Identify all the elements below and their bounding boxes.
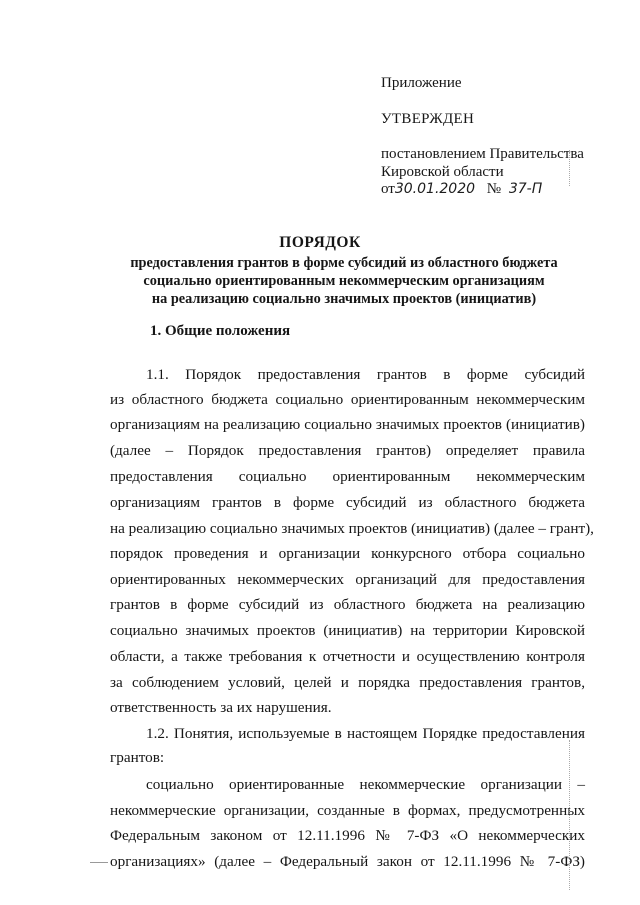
subtitle-line-2: социально ориентированным некоммерческим организациям (143, 273, 545, 289)
handwritten-number: 37-П (508, 181, 543, 197)
from-prefix: от (381, 181, 395, 197)
para-1-1-line: (далее – Порядок предоставления грантов) определяет правила (110, 442, 585, 459)
scan-artifact (569, 150, 570, 186)
para-1-1-line: ответственность за их нарушения. (110, 699, 332, 716)
decree-date-line (381, 181, 542, 198)
section-1-heading: 1. Общие положения (150, 323, 291, 339)
handwritten-date: 30.01.2020 (394, 181, 476, 197)
definition-line: организациях» (далее – Федеральный закон от 12.11.1996 № 7-ФЗ) (110, 853, 585, 870)
scan-artifact (90, 862, 108, 863)
document-title: ПОРЯДОК (279, 234, 361, 251)
para-1-1-line: из областного бюджета социально ориентированным некоммерческим (110, 391, 585, 408)
decree-line-1: постановлением Правительства (381, 146, 584, 162)
appendix-label: Приложение (381, 75, 462, 91)
definition-line: некоммерческие организации, созданные в формах, предусмотренных (110, 802, 585, 819)
para-1-1-line: предоставления социально ориентированным некоммерческим (110, 468, 585, 485)
decree-line-2: Кировской области (381, 164, 504, 180)
definition-line: Федеральным законом от 12.11.1996 № 7-ФЗ «О некоммерческих (110, 827, 585, 844)
para-1-1-line: ориентированных некоммерческих организаций для предоставления (110, 571, 585, 588)
para-1-1-line: 1.1. Порядок предоставления грантов в форме субсидий (146, 366, 585, 383)
para-1-2-line: грантов: (110, 749, 165, 766)
para-1-1-line: социально значимых проектов (инициатив) на территории Кировской (110, 622, 585, 639)
number-prefix: № (486, 181, 502, 197)
para-1-1-line: организациям на реализацию социально значимых проектов (инициатив) (110, 416, 585, 433)
para-1-1-line: грантов в форме субсидий из областного бюджета на реализацию (110, 596, 585, 613)
para-1-1-line: организациям грантов в форме субсидий из областного бюджета (110, 494, 585, 511)
approved-label: УТВЕРЖДЕН (381, 111, 475, 127)
definition-line: социально ориентированные некоммерческие организации – (146, 776, 585, 793)
subtitle-line-1: предоставления грантов в форме субсидий из областного бюджета (130, 255, 558, 271)
para-1-1-line: на реализацию социально значимых проектов (инициатив) (далее – грант), (110, 520, 594, 537)
para-1-1-line: порядок проведения и организации конкурсного отбора социально (110, 545, 585, 562)
subtitle-line-3: на реализацию социально значимых проектов (инициатив) (151, 291, 537, 307)
para-1-1-line: области, а также требования к отчетности и осуществлению контроля (110, 648, 585, 665)
para-1-2-line: 1.2. Понятия, используемые в настоящем Порядке предоставления (146, 725, 585, 742)
para-1-1-line: за соблюдением условий, целей и порядка предоставления грантов, (110, 674, 585, 691)
scan-artifact (569, 740, 570, 890)
